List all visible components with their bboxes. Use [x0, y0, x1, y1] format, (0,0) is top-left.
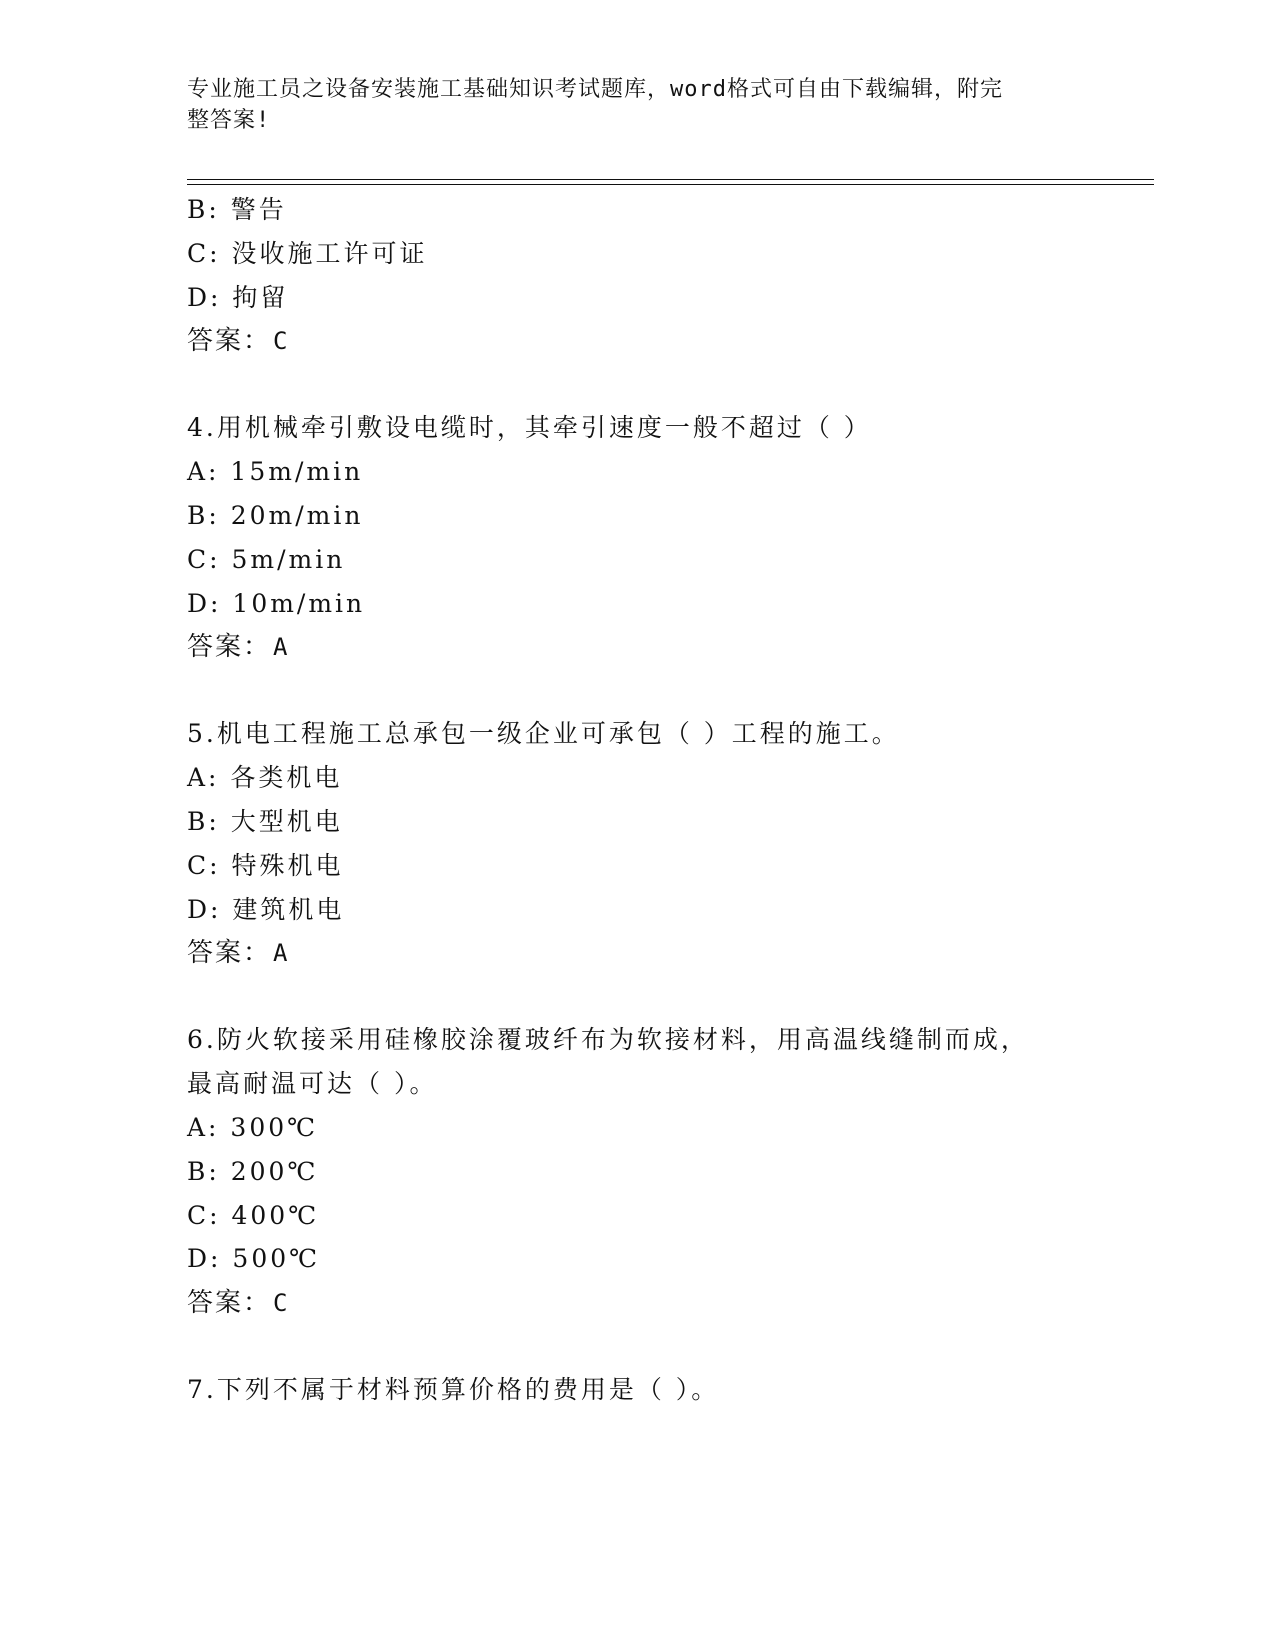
q5-answer [187, 938, 289, 968]
q5-option-c: C: 特殊机电 [187, 851, 344, 880]
q4-answer [187, 632, 289, 662]
header-title-line-2: 整答案! [187, 108, 271, 133]
q6-stem-line-1: 6.防火软接采用硅橡胶涂覆玻纤布为软接材料，用高温线缝制而成， [187, 1025, 1029, 1054]
q5-option-d: D: 建筑机电 [187, 895, 345, 924]
q4-option-a: A: 15m/min [187, 457, 364, 486]
q6-option-c: C: 400℃ [187, 1201, 320, 1230]
header-divider-top [187, 179, 1154, 180]
q5-answer-label: 答案： [187, 938, 272, 968]
q4-stem: 4.用机械牵引敷设电缆时，其牵引速度一般不超过（ ） [187, 413, 872, 442]
q3-answer-label: 答案： [187, 326, 272, 356]
q6-option-b: B: 200℃ [187, 1157, 319, 1186]
q5-option-a: A: 各类机电 [187, 763, 343, 792]
q6-stem-line-2: 最高耐温可达（ ）。 [187, 1069, 438, 1098]
q3-option-b: B: 警告 [187, 195, 287, 224]
q4-option-d: D: 10m/min [187, 589, 366, 618]
header-divider-bottom [187, 184, 1154, 185]
q6-option-d: D: 500℃ [187, 1244, 321, 1273]
q5-stem: 5.机电工程施工总承包一级企业可承包（ ）工程的施工。 [187, 719, 900, 748]
q3-option-d: D: 拘留 [187, 283, 289, 312]
q3-answer-value: C [273, 327, 290, 355]
document-header [187, 74, 1067, 136]
q4-option-b: B: 20m/min [187, 501, 364, 530]
q4-option-c: C: 5m/min [187, 545, 346, 574]
q6-answer-value: C [273, 1289, 290, 1317]
q7-stem: 7.下列不属于材料预算价格的费用是（ ）。 [187, 1375, 720, 1404]
q4-answer-value: A [273, 633, 290, 661]
q5-option-b: B: 大型机电 [187, 807, 343, 836]
header-title-line-1: 专业施工员之设备安装施工基础知识考试题库，word格式可自由下载编辑，附完 [187, 77, 1003, 102]
q5-answer-value: A [273, 939, 290, 967]
q6-option-a: A: 300℃ [187, 1113, 319, 1142]
q6-answer-label: 答案： [187, 1288, 272, 1318]
q3-answer [187, 326, 289, 356]
q3-option-c: C: 没收施工许可证 [187, 239, 428, 268]
q4-answer-label: 答案： [187, 632, 272, 662]
q6-answer [187, 1288, 289, 1318]
